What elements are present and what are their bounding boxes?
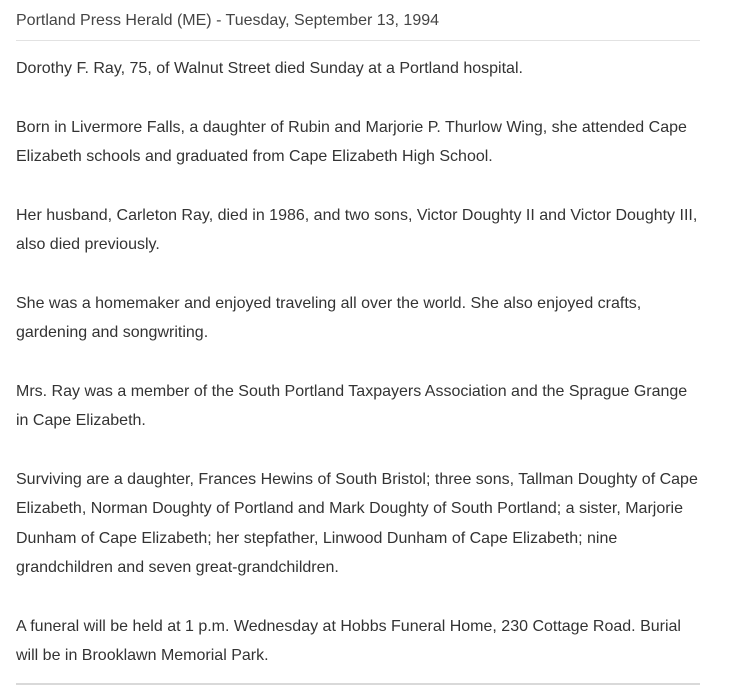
paragraph-birth-education: Born in Livermore Falls, a daughter of Rubin and Marjorie P. Thurlow Wing, she attended Cape Elizabeth schools and graduated from Cape Elizabeth High School. (16, 118, 687, 165)
paragraph-survivors: Surviving are a daughter, Frances Hewins of South Bristol; three sons, Tallman Doughty of Cape Elizabeth, Norman Doughty of Portland and Mark Doughty of South Portland; a sister, Marjorie Dunham of Cape Elizabeth; her stepfather, Linwood Dunham of Cape Elizabeth; nine grandchildren and seven great-grandchildren. (16, 470, 698, 576)
source-line: Portland Press Herald (ME) - Tuesday, September 13, 1994 (16, 10, 700, 41)
paragraph-memberships: Mrs. Ray was a member of the South Portland Taxpayers Association and the Sprague Grange in Cape Elizabeth. (16, 382, 688, 429)
paragraph-death-notice: Dorothy F. Ray, 75, of Walnut Street died Sunday at a Portland hospital. (16, 60, 523, 77)
paragraph-interests: She was a homemaker and enjoyed traveling all over the world. She also enjoyed crafts, gardening and songwriting. (16, 294, 642, 341)
paragraph-predeceased: Her husband, Carleton Ray, died in 1986, and two sons, Victor Doughty II and Victor Doughty III, also died previously. (16, 206, 698, 253)
paragraph-funeral: A funeral will be held at 1 p.m. Wednesday at Hobbs Funeral Home, 230 Cottage Road. Burial will be in Brooklawn Memorial Park. (16, 617, 681, 664)
article-body (16, 41, 700, 671)
bottom-divider (16, 683, 700, 685)
obituary-article (16, 0, 700, 671)
